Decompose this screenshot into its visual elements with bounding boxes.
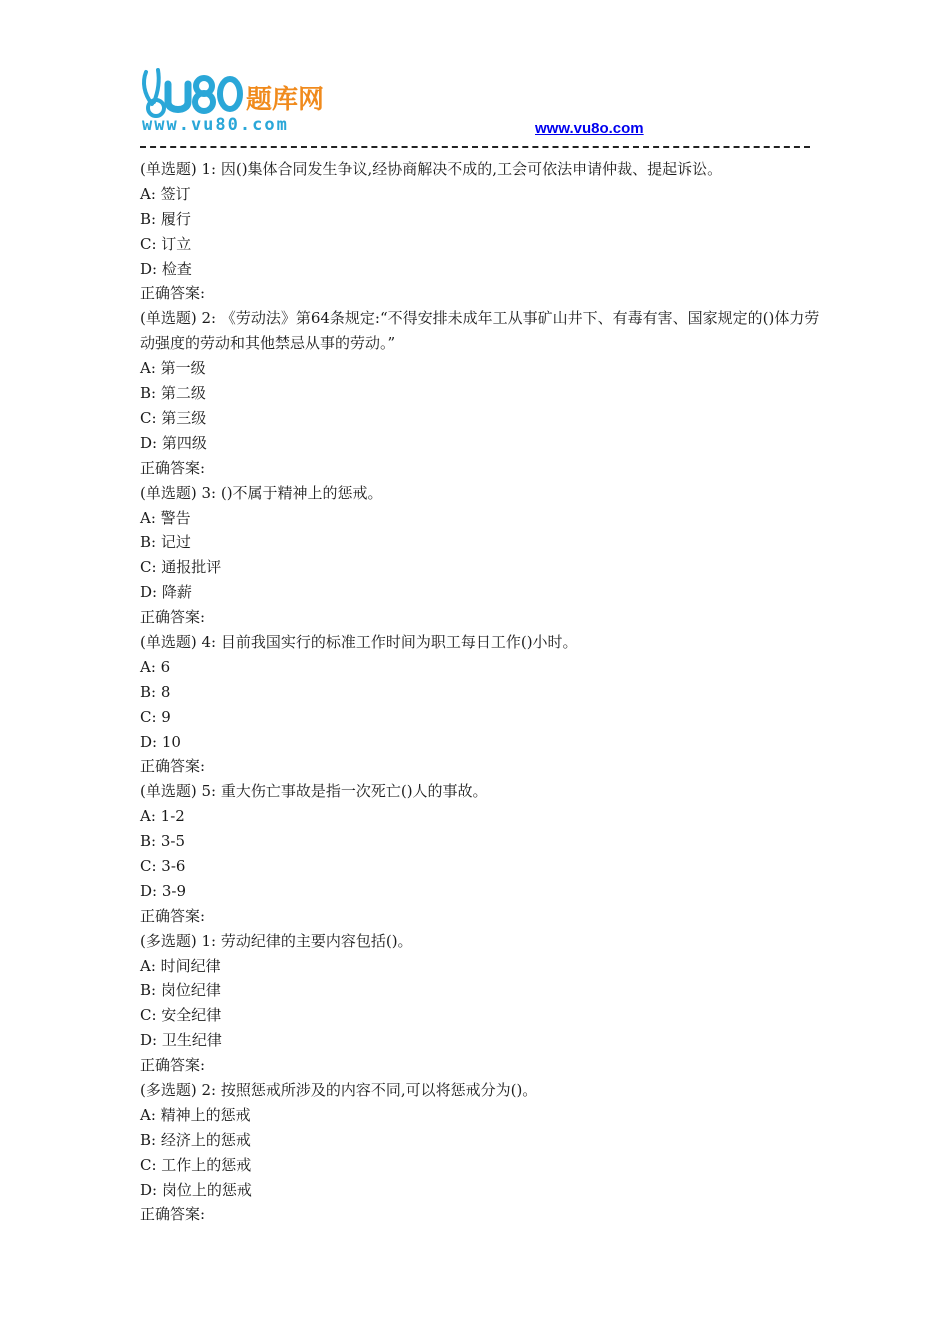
- option-a: A: 1-2: [140, 807, 185, 826]
- option-a: A: 签订: [140, 184, 191, 203]
- option-c: C: 工作上的惩戒: [140, 1155, 252, 1174]
- logo-chinese-text: 题库网: [246, 85, 325, 115]
- option-c: C: 安全纪律: [140, 1006, 222, 1025]
- option-c: C: 9: [140, 707, 171, 726]
- option-a: A: 警告: [140, 508, 191, 527]
- question-block: [140, 779, 820, 928]
- logo-url-text: www.vu80.com: [142, 115, 289, 135]
- question-stem: (多选题) 1: 劳动纪律的主要内容包括()。: [140, 931, 413, 950]
- question-stem: (单选题) 5: 重大伤亡事故是指一次死亡()人的事故。: [140, 782, 488, 801]
- option-b: B: 履行: [140, 209, 191, 228]
- option-c: C: 通报批评: [140, 558, 222, 577]
- answer-label: 正确答案:: [140, 1056, 206, 1075]
- option-c: C: 第三级: [140, 408, 207, 427]
- option-b: B: 8: [140, 682, 171, 701]
- question-stem: (单选题) 4: 目前我国实行的标准工作时间为职工每日工作()小时。: [140, 632, 578, 651]
- answer-label: 正确答案:: [140, 458, 206, 477]
- answer-label: 正确答案:: [140, 1205, 206, 1224]
- option-b: B: 经济上的惩戒: [140, 1130, 251, 1149]
- option-c: C: 订立: [140, 234, 192, 253]
- option-c: C: 3-6: [140, 856, 186, 875]
- option-b: B: 3-5: [140, 832, 185, 851]
- option-a: A: 6: [140, 657, 171, 676]
- header-divider: [140, 146, 810, 148]
- question-stem: (单选题) 3: ()不属于精神上的惩戒。: [140, 483, 383, 502]
- question-stem: (单选题) 2: 《劳动法》第64条规定:“不得安排未成年工从事矿山井下、有毒有害、国家规定的()体力劳动强度的劳动和其他禁忌从事的劳动。”: [140, 309, 820, 353]
- option-a: A: 第一级: [140, 359, 206, 378]
- question-block: [140, 157, 820, 306]
- option-a: A: 精神上的惩戒: [140, 1105, 251, 1124]
- question-block: [140, 1078, 820, 1227]
- question-stem: (多选题) 2: 按照惩戒所涉及的内容不同,可以将惩戒分为()。: [140, 1080, 538, 1099]
- option-d: D: 检查: [140, 259, 192, 278]
- option-b: B: 记过: [140, 533, 191, 552]
- option-b: B: 岗位纪律: [140, 981, 221, 1000]
- question-stem: (单选题) 1: 因()集体合同发生争议,经协商解决不成的,工会可依法申请仲裁、提起诉讼。: [140, 160, 723, 178]
- question-block: [140, 306, 820, 480]
- answer-label: 正确答案:: [140, 906, 206, 925]
- answer-label: 正确答案:: [140, 608, 206, 627]
- option-d: D: 10: [140, 732, 181, 751]
- answer-label: 正确答案:: [140, 284, 206, 303]
- rabbit-icon: [144, 70, 164, 116]
- option-d: D: 卫生纪律: [140, 1031, 222, 1050]
- answer-label: 正确答案:: [140, 757, 206, 776]
- question-block: [140, 630, 820, 779]
- option-a: A: 时间纪律: [140, 956, 221, 975]
- option-b: B: 第二级: [140, 384, 206, 403]
- option-d: D: 降薪: [140, 583, 192, 602]
- option-d: D: 3-9: [140, 881, 187, 900]
- question-block: [140, 929, 820, 1078]
- page-header: [0, 0, 950, 150]
- option-d: D: 第四级: [140, 433, 207, 452]
- question-block: [140, 481, 820, 630]
- vu80-logo: [138, 64, 360, 138]
- option-d: D: 岗位上的惩戒: [140, 1180, 252, 1199]
- site-link[interactable]: www.vu8o.com: [535, 120, 644, 137]
- question-list: [140, 157, 820, 1227]
